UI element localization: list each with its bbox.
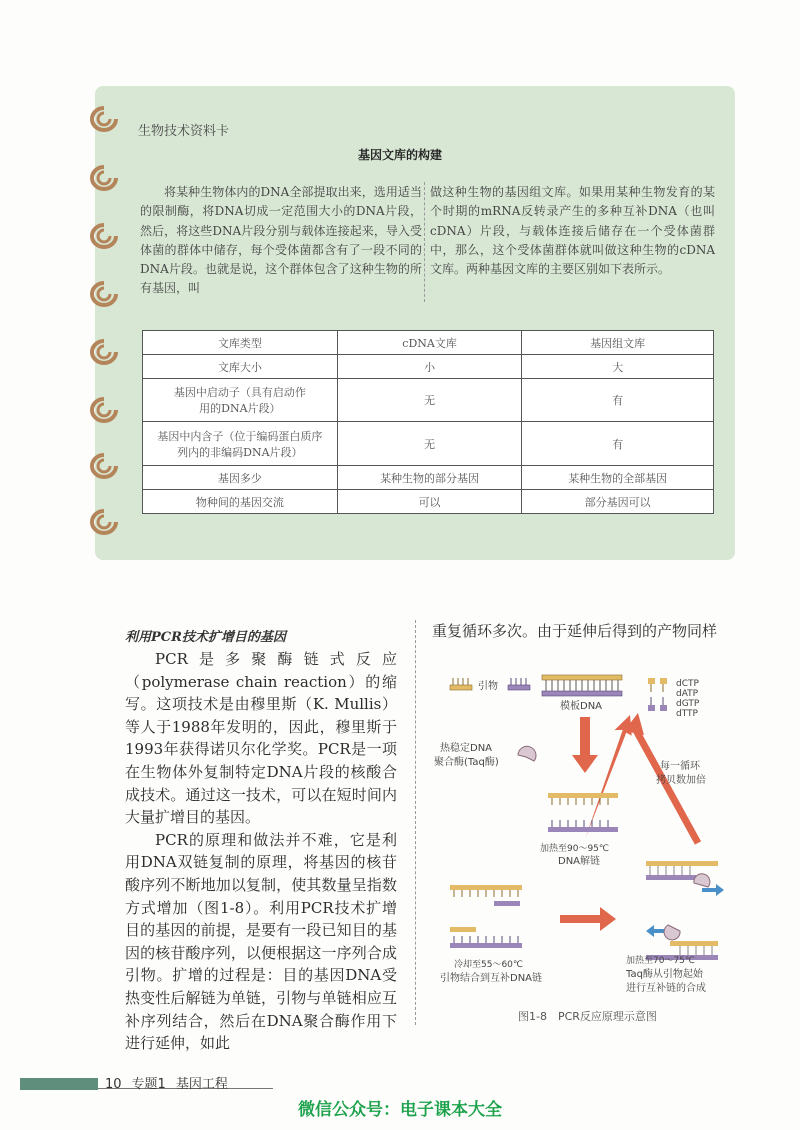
binder-ring-icon (86, 105, 120, 133)
cycle-label: 每一循环 (660, 761, 700, 772)
step3-label: Taq酶从引物起始 (626, 969, 703, 980)
dntp-label: dTTP (676, 709, 698, 719)
card-heading: 基因文库的构建 (357, 148, 442, 162)
dntp-label: dCTP (676, 679, 699, 689)
chapter-label: 专题1 (131, 1077, 166, 1092)
table-cell: 某种生物的全部基因 (522, 466, 714, 490)
table-cell: 无 (337, 422, 522, 466)
enzyme-label: 聚合酶(Taq酶) (434, 757, 499, 768)
page-number: 10 (105, 1077, 122, 1092)
table-row (143, 355, 714, 379)
taq-enzyme-icon (518, 746, 536, 761)
table-cell: 某种生物的部分基因 (337, 466, 522, 490)
chapter-title: 基因工程 (175, 1077, 228, 1092)
main-body-right-line: 重复循环多次。由于延伸后得到的产物同样 (432, 622, 718, 640)
right-arrow-icon (560, 907, 616, 931)
dntp-label: dGTP (676, 699, 700, 709)
section-title: 利用PCR技术扩增目的基因 (125, 630, 286, 645)
table-cell: 小 (337, 355, 522, 379)
step1-label: 加热至90～95℃ (540, 844, 610, 854)
dntp-label: dATP (676, 689, 699, 699)
column-divider (424, 182, 425, 302)
enzyme-label: 热稳定DNA (440, 743, 493, 754)
table-cell: 基因多少 (143, 466, 338, 490)
table-row (143, 466, 714, 490)
table-header-row (143, 331, 714, 355)
table-cell: 文库大小 (143, 355, 338, 379)
cycle-label: 拷贝数加倍 (656, 775, 706, 786)
library-comparison-table (142, 330, 714, 514)
step3-label: 加热至70～75℃ (626, 956, 696, 966)
paragraph: PCR是多聚酶链式反应（polymerase chain reaction）的缩写。这项技术是由穆里斯（K. Mullis）等人于1988年发明的，因此，穆里斯于1993年获得诺贝尔化学奖。PCR是一项在生物体外复制特定DNA片段的核酸合成技术。通过这一技术，可以在短时间内大量扩增目的基因。 (125, 650, 397, 827)
table-cell: 基因中内含子（位于编码蛋白质序列内的非编码DNA片段） (143, 422, 338, 466)
extension-dna-icon (646, 861, 724, 960)
column-divider (415, 620, 416, 1025)
dntp-icon (648, 678, 667, 711)
wechat-watermark: 微信公众号：电子课本大全 (298, 1100, 502, 1120)
card-title: 生物技术资料卡 (138, 124, 230, 139)
table-cell: 有 (522, 379, 714, 422)
binder-ring-icon (86, 164, 120, 192)
card-right-text: 做这种生物的基因组文库。如果用某种生物发育的某个时期的mRNA反转录产生的多种互补DNA（也叫cDNA）片段，与载体连接后储存在一个受体菌群中，那么，这个受体菌群体就叫做这种生物的cDNA文库。两种基因文库的主要区别如下表所示。 (430, 185, 715, 277)
figure-caption: 图1-8 PCR反应原理示意图 (518, 1010, 657, 1023)
step2-label: 冷却至55～60℃ (454, 960, 524, 970)
page-footer (105, 1073, 238, 1092)
binder-ring-icon (86, 338, 120, 366)
primer-label: 引物 (478, 681, 498, 692)
step2-label: 引物结合到互补DNA链 (440, 973, 543, 984)
binder-ring-icon (86, 396, 120, 424)
table-cell: 大 (522, 355, 714, 379)
table-row (143, 379, 714, 422)
down-arrow-icon (572, 717, 598, 773)
footer-bar (20, 1078, 98, 1090)
template-dna-icon (542, 675, 622, 696)
table-cell: 有 (522, 422, 714, 466)
card-left-text: 将某种生物体内的DNA全部提取出来，选用适当的限制酶，将DNA切成一定范围大小的DNA片段，然后，将这些DNA片段分别与载体连接起来，导入受体菌的群体中储存，每个受体菌都含有了一段不同的DNA片段。也就是说，这个群体包含了这种生物的所有基因，叫 (140, 185, 422, 296)
pcr-diagram (430, 645, 750, 1005)
table-row (143, 422, 714, 466)
binder-ring-icon (86, 280, 120, 308)
table-cell: 部分基因可以 (522, 490, 714, 514)
binder-ring-icon (86, 508, 120, 536)
melted-dna-icon (548, 793, 618, 832)
table-cell: 可以 (337, 490, 522, 514)
table-row (143, 490, 714, 514)
annealing-dna-icon (450, 885, 522, 948)
table-cell: 无 (337, 379, 522, 422)
binder-ring-icon (86, 452, 120, 480)
table-header-cell: cDNA文库 (337, 331, 522, 355)
binder-ring-icon (86, 222, 120, 250)
table-header-cell: 文库类型 (143, 331, 338, 355)
step1-label: DNA解链 (558, 856, 601, 867)
main-body-left (125, 648, 397, 1055)
table-header-cell: 基因组文库 (522, 331, 714, 355)
table-cell: 物种间的基因交流 (143, 490, 338, 514)
table-cell: 基因中启动子（具有启动作用的DNA片段） (143, 379, 338, 422)
template-dna-label: 模板DNA (560, 701, 603, 712)
paragraph: PCR的原理和做法并不难，它是利用DNA双链复制的原理，将基因的核苷酸序列不断地加以复制，使其数量呈指数方式增加（图1-8）。利用PCR技术扩增目的基因的前提，是要有一段已知目的基因的核苷酸序列，以便根据这一序列合成引物。扩增的过程是：目的基因DNA受热变性后解链为单链，引物与单链相应互补序列结合，然后在DNA聚合酶作用下进行延伸，如此 (125, 830, 397, 1053)
step3-label: 进行互补链的合成 (626, 983, 706, 994)
